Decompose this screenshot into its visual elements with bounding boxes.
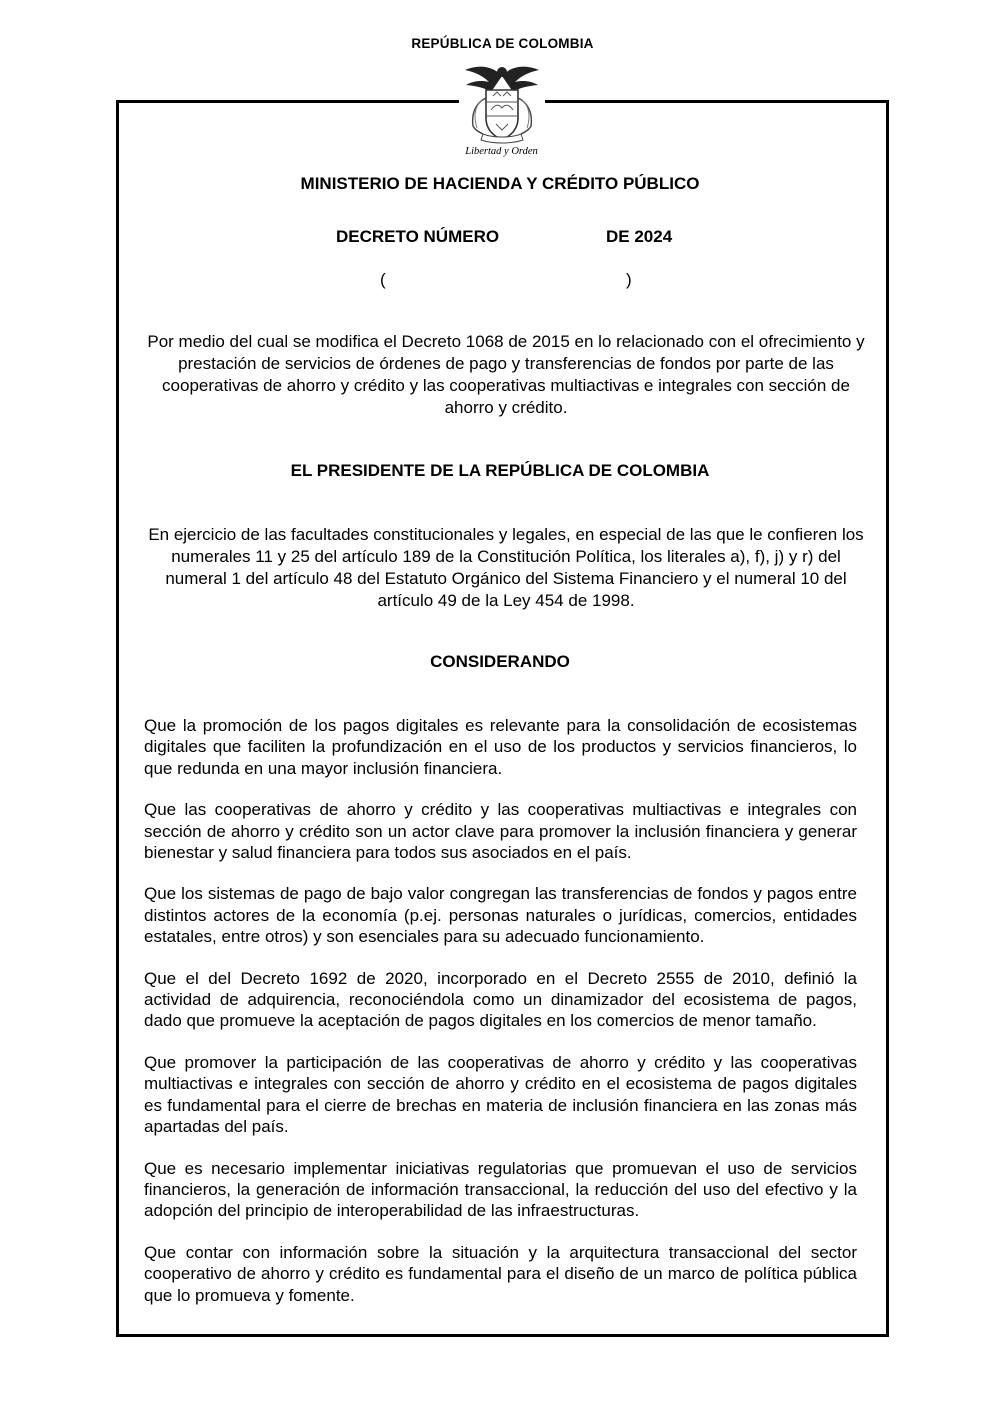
decree-year-label: DE 2024 (606, 227, 673, 246)
ministry-title: MINISTERIO DE HACIENDA Y CRÉDITO PÚBLICO (300, 174, 700, 193)
colombia-coat-of-arms-icon (453, 60, 551, 160)
consideration-paragraph: Que contar con información sobre la situación y la arquitectura transaccional del sector cooperativo de ahorro y crédito es fundamental para el diseño de un marco de política pública que lo promueva y fomente. (144, 1242, 857, 1305)
national-motto: Libertad y Orden (465, 146, 538, 157)
consideration-paragraph: Que las cooperativas de ahorro y crédito y las cooperativas multiactivas e integrales con sección de ahorro y crédito son un actor clave para promover la inclusión financiera y generar bienestar y salud financiera para todos sus asociados en el país. (144, 800, 857, 863)
consideration-paragraph: Que es necesario implementar iniciativas regulatorias que promuevan el uso de servicios financieros, la generación de información transaccional, la reducción del uso del efectivo y la adopción del principio de interoperabilidad de las infraestructuras. (144, 1158, 857, 1221)
legal-powers-paragraph: En ejercicio de las facultades constitucionales y legales, en especial de las que le confieren los numerales 11 y 25 del artículo 189 de la Constitución Política, los literales a), f), j) y r) del numeral 1 del artículo 48 del Estatuto Orgánico del Sistema Financiero y el numeral 10 del artículo 49 de la Ley 454 de 1998. (148, 525, 864, 610)
consideration-paragraph: Que la promoción de los pagos digitales es relevante para la consolidación de ecosistemas digitales que faciliten la profundización en el uso de los productos y servicios financieros, lo que redunda en una mayor inclusión financiera. (144, 716, 857, 778)
considerations-section (144, 715, 857, 1326)
frame-top-right-rule (545, 100, 886, 103)
consideration-paragraph: Que el del Decreto 1692 de 2020, incorporado en el Decreto 2555 de 2010, definió la actividad de adquirencia, reconociéndola como un dinamizador del ecosistema de pagos, dado que promueve la aceptación de pagos digitales en los comercios de menor tamaño. (144, 968, 857, 1031)
decree-date-close-paren: ) (626, 270, 632, 289)
frame-top-left-rule (116, 100, 459, 103)
decree-summary: Por medio del cual se modifica el Decreto 1068 de 2015 en lo relacionado con el ofrecimiento y prestación de servicios de órdenes de pago y transferencias de fondos por parte de las cooperativas de ahorro y crédito y las cooperativas multiactivas e integrales con sección de ahorro y crédito. (147, 332, 865, 417)
considering-title: CONSIDERANDO (430, 652, 570, 671)
decree-date-open-paren: ( (380, 270, 386, 289)
decree-number-label: DECRETO NÚMERO (336, 227, 500, 246)
country-heading: REPÚBLICA DE COLOMBIA (411, 36, 594, 51)
consideration-paragraph: Que promover la participación de las cooperativas de ahorro y crédito y las cooperativas multiactivas e integrales con sección de ahorro y crédito en el ecosistema de pagos digitales es fundamental para el cierre de brechas en materia de inclusión financiera en las zonas más apartadas del país. (144, 1052, 857, 1137)
consideration-paragraph: Que los sistemas de pago de bajo valor congregan las transferencias de fondos y pagos entre distintos actores de la economía (p.ej. personas naturales o jurídicas, comercios, entidades estatales, entre otros) y son esenciales para su adecuado funcionamiento. (144, 884, 857, 947)
issuer-title: EL PRESIDENTE DE LA REPÚBLICA DE COLOMBIA (290, 461, 710, 480)
